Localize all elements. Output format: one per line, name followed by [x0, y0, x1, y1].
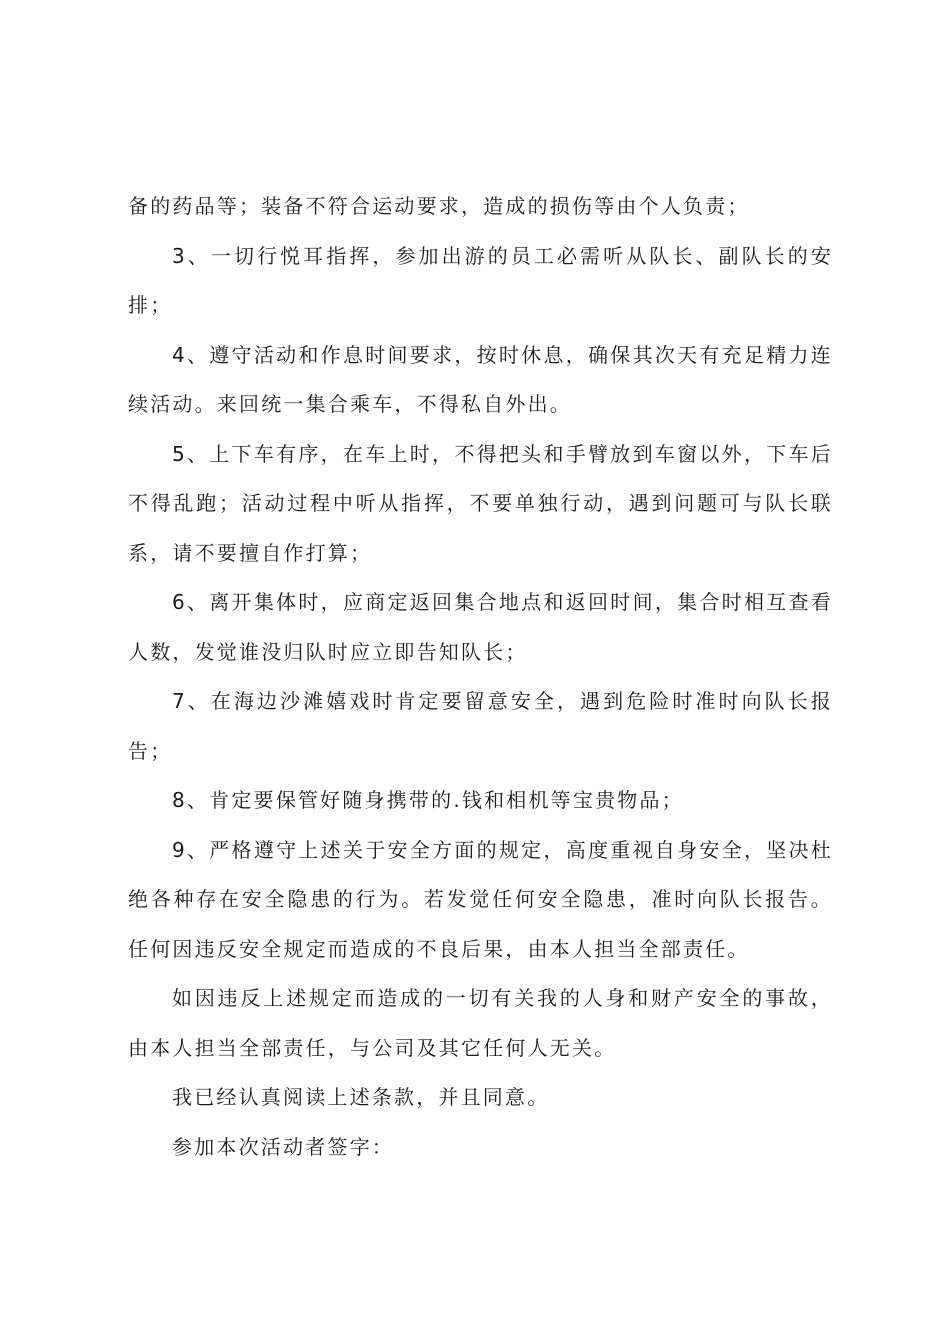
- paragraph-item-6: 6、离开集体时，应商定返回集合地点和返回时间，集合时相互查看人数，发觉谁没归队时应立即告知队长；: [128, 590, 833, 664]
- paragraph-item-4: 4、遵守活动和作息时间要求，按时休息，确保其次天有充足精力连续活动。来回统一集合乘车，不得私自外出。: [128, 342, 833, 416]
- paragraph-item-7: 7、在海边沙滩嬉戏时肯定要留意安全，遇到危险时准时向队长报告；: [128, 689, 833, 763]
- paragraph-agreement: 我已经认真阅读上述条款，并且同意。: [172, 1085, 550, 1109]
- paragraph-item-9: 9、严格遵守上述关于安全方面的规定，高度重视自身安全，坚决杜绝各种存在安全隐患的行为。若发觉任何安全隐患，准时向队长报告。任何因违反安全规定而造成的不良后果，由本人担当全部责任。: [128, 837, 833, 961]
- paragraph-item-5: 5、上下车有序，在车上时，不得把头和手臂放到车窗以外，下车后不得乱跑；活动过程中听从指挥，不要单独行动，遇到问题可与队长联系，请不要擅自作打算；: [128, 441, 833, 565]
- paragraph-item-3: 3、一切行悦耳指挥，参加出游的员工必需听从队长、副队长的安排；: [128, 243, 833, 317]
- paragraph-continuation: 备的药品等；装备不符合运动要求，造成的损伤等由个人负责；: [128, 194, 750, 218]
- signature-label: 参加本次活动者签字：: [172, 1134, 394, 1159]
- document-body: [128, 182, 833, 1172]
- paragraph-item-8: 8、肯定要保管好随身携带的.钱和相机等宝贵物品；: [172, 788, 684, 812]
- paragraph-liability: 如因违反上述规定而造成的一切有关我的人身和财产安全的事故，由本人担当全部责任，与公司及其它任何人无关。: [128, 986, 833, 1060]
